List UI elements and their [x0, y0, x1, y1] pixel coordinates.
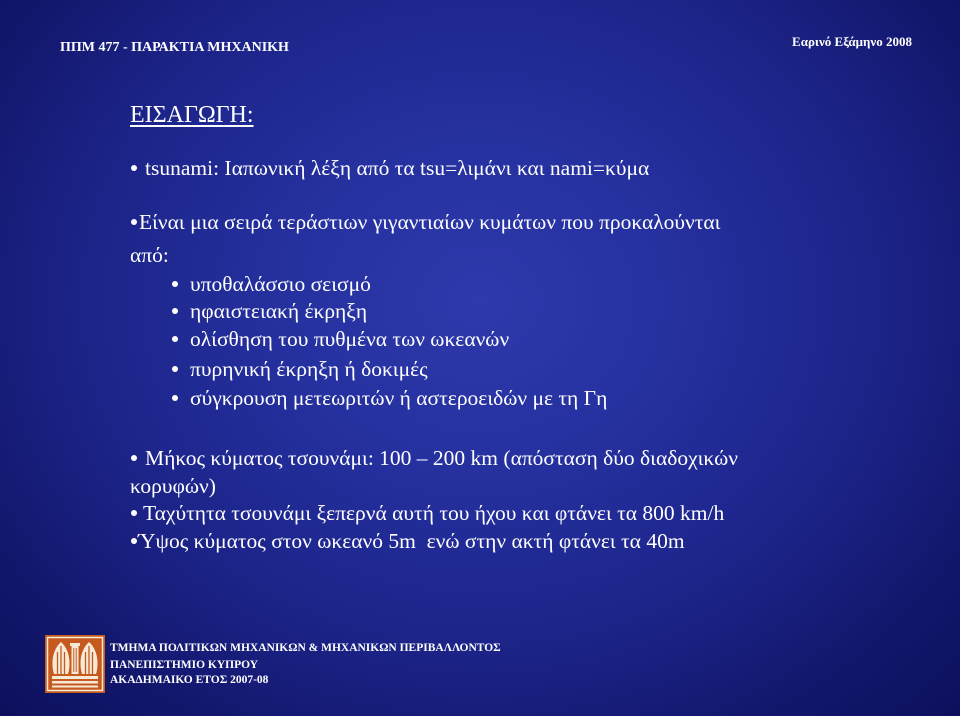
bullet-icon: [172, 281, 178, 287]
bullet-icon: [131, 219, 137, 225]
footer-department: ΤΜΗΜΑ ΠΟΛΙΤΙΚΩΝ ΜΗΧΑΝΙΚΩΝ & ΜΗΧΑΝΙΚΩΝ ΠΕΡΙΒΑΛΛΟΝΤΟΣ: [110, 642, 501, 654]
description-line: Είναι μια σειρά τεράστιων γιγαντιαίων κυμάτων που προκαλούνται: [139, 210, 721, 234]
wavelength-fact: Μήκος κύματος τσουνάμι: 100 – 200 km (απόσταση δύο διαδοχικών: [145, 446, 738, 470]
university-logo: [45, 635, 105, 693]
bullet-icon: [172, 308, 178, 314]
bullet-icon: [172, 366, 178, 372]
wavelength-fact: κορυφών): [130, 474, 216, 498]
bullet-icon: [172, 336, 178, 342]
bullet-icon: [131, 165, 137, 171]
semester-label: Εαρινό Εξάμηνο 2008: [792, 34, 912, 49]
bullet-icon: [131, 538, 137, 544]
university-logo-icon: [45, 635, 105, 693]
course-title: ΠΠΜ 477 - ΠΑΡΑΚΤΙΑ ΜΗΧΑΝΙΚΗ: [60, 40, 289, 55]
bullet-icon: [172, 395, 178, 401]
definition-text: tsunami: Ιαπωνική λέξη από τα tsu=λιμάνι και nami=κύμα: [145, 156, 650, 180]
slide-title: ΕΙΣΑΓΩΓΗ:: [130, 102, 254, 128]
description-line: από:: [130, 243, 169, 267]
height-fact: Ύψος κύματος στον ωκεανό 5m ενώ στην ακτή φτάνει τα 40m: [138, 529, 685, 553]
speed-fact: Ταχύτητα τσουνάμι ξεπερνά αυτή του ήχου και φτάνει τα 800 km/h: [143, 501, 725, 525]
cause-item: σύγκρουση μετεωριτών ή αστεροειδών με τη Γη: [190, 386, 608, 410]
cause-item: ολίσθηση του πυθμένα των ωκεανών: [190, 327, 510, 351]
footer-academic-year: ΑΚΑΔΗΜΑΙΚΟ ΕΤΟΣ 2007-08: [110, 674, 269, 686]
bullet-icon: [131, 510, 137, 516]
bullet-icon: [131, 455, 137, 461]
cause-item: πυρηνική έκρηξη ή δοκιμές: [190, 357, 428, 381]
cause-item: ηφαιστειακή έκρηξη: [190, 299, 368, 323]
cause-item: υποθαλάσσιο σεισμό: [190, 272, 371, 296]
footer-university: ΠΑΝΕΠΙΣΤΗΜΙΟ ΚΥΠΡΟΥ: [110, 659, 259, 671]
